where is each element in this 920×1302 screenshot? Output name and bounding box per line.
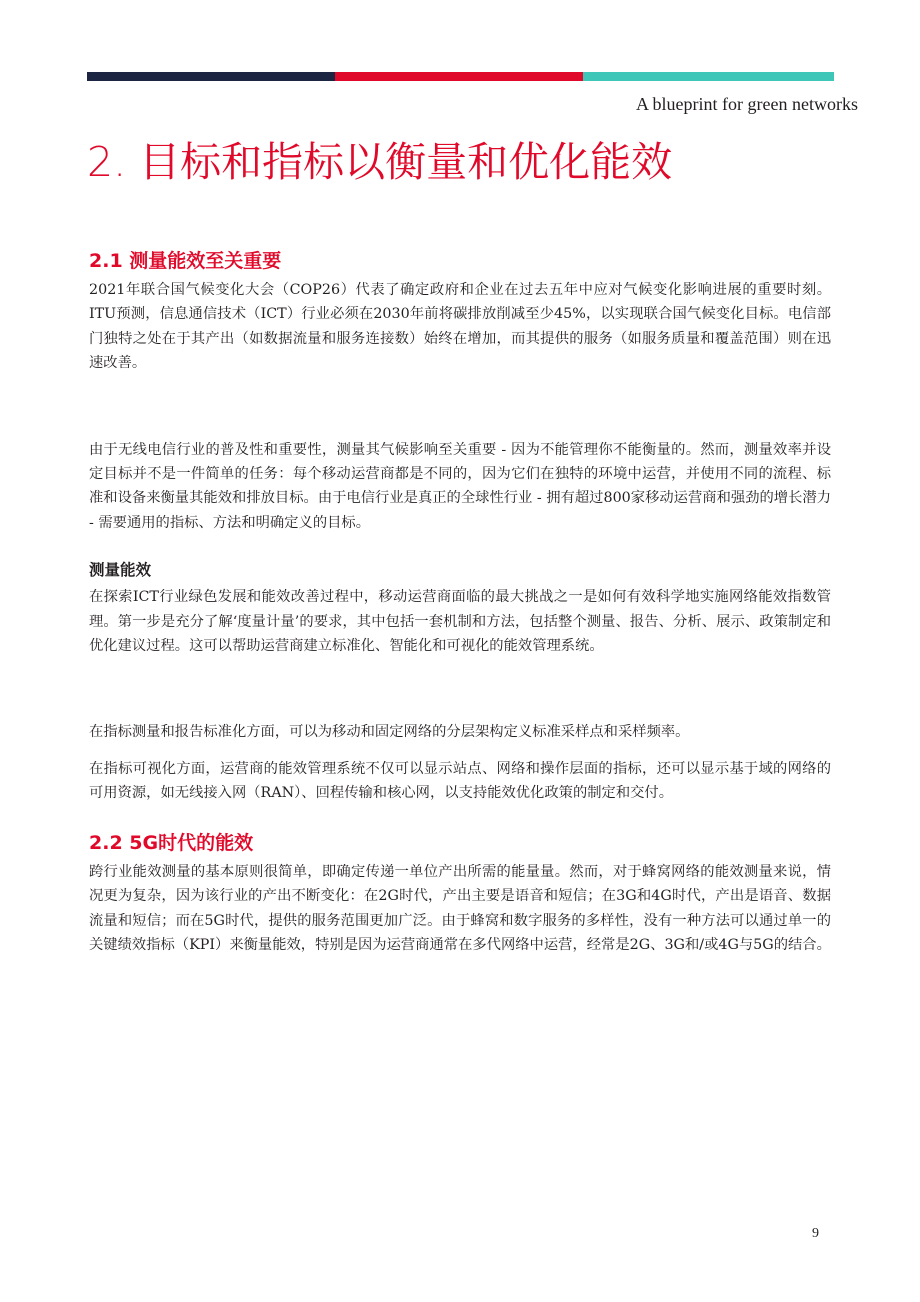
subsection-heading-measure: 测量能效	[89, 561, 152, 580]
section-heading-2-2: 2.2 5G时代的能效	[89, 831, 254, 854]
color-band	[87, 72, 834, 81]
section-heading-2-1: 2.1 测量能效至关重要	[89, 250, 282, 272]
paragraph: 在探索ICT行业绿色发展和能效改善过程中，移动运营商面临的最大挑战之一是如何有效科学地实施网络能效指数管理。第一步是充分了解‘度量计量’的要求，其中包括一套机制和方法，包括整个测量、报告、分析、展示、政策制定和优化建议过程。这可以帮助运营商建立标准化、智能化和可视化的能效管理系统。	[89, 589, 831, 655]
header-tagline: A blueprint for green networks	[636, 94, 858, 114]
color-band-navy	[87, 72, 335, 81]
page-title: 2. 目标和指标以衡量和优化能效	[87, 138, 673, 186]
main-content	[89, 244, 831, 957]
color-band-red	[335, 72, 583, 81]
paragraph: 由于无线电信行业的普及性和重要性，测量其气候影响至关重要 - 因为不能管理你不能衡量的。然而，测量效率并设定目标并不是一件简单的任务：每个移动运营商都是不同的，因为它们在独特的环境中运营，并使用不同的流程、标准和设备来衡量其能效和排放目标。由于电信行业是真正的全球性行业 - 拥有超过800家移动运营商和强劲的增长潜力 - 需要通用的指标、方法和明确定义的目标。	[89, 441, 831, 531]
paragraph: 跨行业能效测量的基本原则很简单，即确定传递一单位产出所需的能量量。然而，对于蜂窝网络的能效测量来说，情况更为复杂，因为该行业的产出不断变化：在2G时代，产出主要是语音和短信；在3G和4G时代，产出是语音、数据流量和短信；而在5G时代，提供的服务范围更加广泛。由于蜂窝和数字服务的多样性，没有一种方法可以通过单一的关键绩效指标（KPI）来衡量能效，特别是因为运营商通常在多代网络中运营，经常是2G、3G和/或4G与5G的结合。	[89, 863, 831, 953]
page-number: 9	[812, 1226, 819, 1241]
color-band-teal	[583, 72, 834, 81]
paragraph: 在指标测量和报告标准化方面，可以为移动和固定网络的分层架构定义标准采样点和采样频率。	[89, 724, 690, 741]
paragraph: 2021年联合国气候变化大会（COP26）代表了确定政府和企业在过去五年中应对气候变化影响进展的重要时刻。ITU预测，信息通信技术（ICT）行业必须在2030年前将碳排放削减至少45%，以实现联合国气候变化目标。电信部门独特之处在于其产出（如数据流量和服务连接数）始终在增加，而其提供的服务（如服务质量和覆盖范围）则在迅速改善。	[89, 282, 831, 372]
paragraph: 在指标可视化方面，运营商的能效管理系统不仅可以显示站点、网络和操作层面的指标，还可以显示基于域的网络的可用资源，如无线接入网（RAN）、回程传输和核心网，以支持能效优化政策的制定和交付。	[89, 760, 831, 802]
